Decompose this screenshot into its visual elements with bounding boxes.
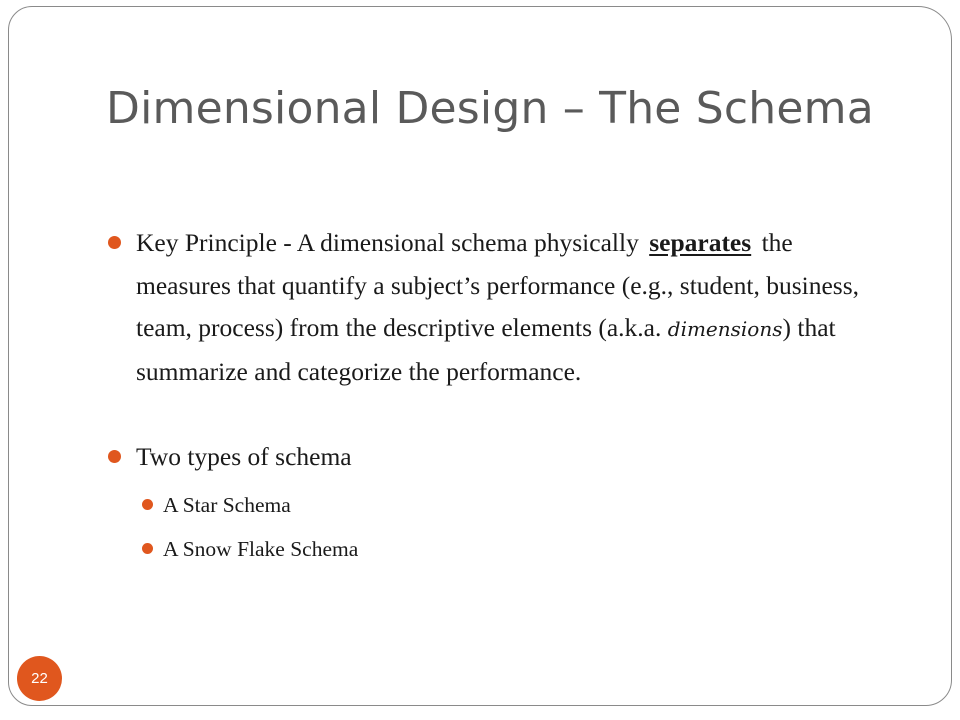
bullet-dot-icon: [108, 236, 121, 249]
key-principle-text-start: Key Principle - A dimensional schema physically: [136, 228, 646, 257]
page-number-badge: 22: [17, 656, 62, 701]
key-principle-text-middle: the measures that quantify a subject’s performance (e.g., student, business, team, process) from the descriptive elements (a.k.a.: [136, 228, 860, 342]
dimensions-term: dimensions: [667, 317, 783, 341]
bullet-key-principle: [106, 222, 886, 393]
list-item-snowflake-schema: [106, 527, 886, 571]
snowflake-schema-text: A Snow Flake Schema: [163, 536, 359, 561]
highlighted-word: [645, 222, 755, 265]
schema-types-text: Two types of schema: [136, 442, 352, 471]
bullet-dot-icon: [108, 450, 121, 463]
highlighted-word-text: separates: [649, 228, 752, 257]
sub-bullet-dot-icon: [142, 543, 153, 554]
list-item-star-schema: [106, 483, 886, 527]
sub-bullet-dot-icon: [142, 499, 153, 510]
star-schema-text: A Star Schema: [163, 492, 291, 517]
key-principle-text-end: ) that summarize and categorize the performance.: [136, 313, 836, 386]
bullet-schema-types: [106, 436, 886, 479]
schema-types-list: [106, 483, 886, 571]
slide-content: [106, 222, 886, 571]
slide-title: Dimensional Design – The Schema: [106, 83, 874, 134]
